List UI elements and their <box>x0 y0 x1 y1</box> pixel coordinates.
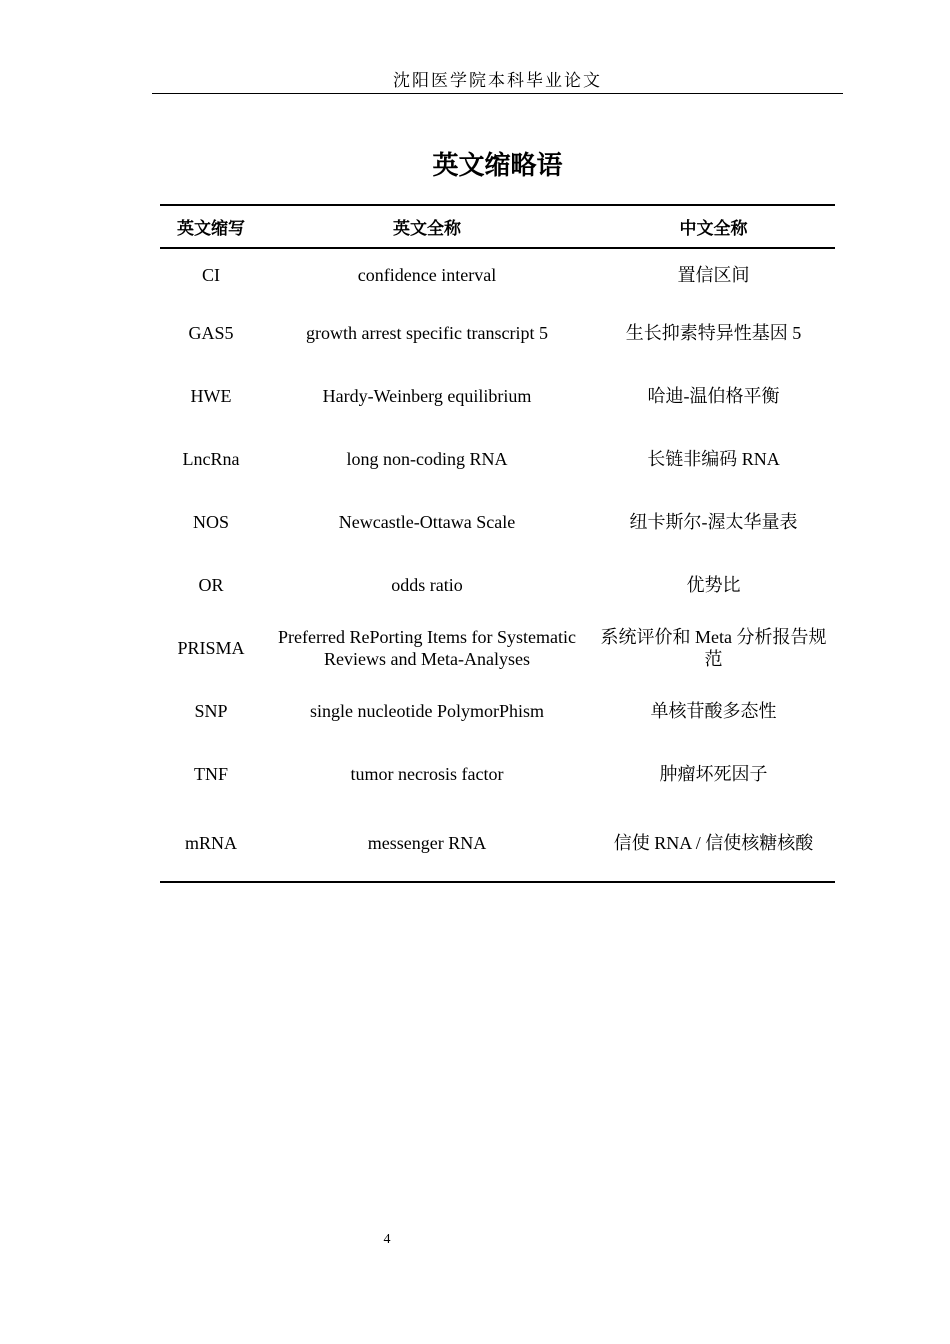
cell-abbreviation: LncRna <box>182 448 240 469</box>
header-divider <box>152 93 843 94</box>
table-row <box>160 248 835 301</box>
cell-chinese-full-name: 系统评价和 Meta 分析报告规范 <box>600 626 827 669</box>
page-title: 英文缩略语 <box>432 151 563 181</box>
cell-abbreviation: CI <box>202 265 220 285</box>
cell-abbreviation: GAS5 <box>188 322 234 343</box>
table-row <box>160 553 835 616</box>
cell-abbreviation: PRISMA <box>177 637 245 658</box>
table-row <box>160 742 835 805</box>
cell-english-full-name: odds ratio <box>391 574 463 595</box>
table-row <box>160 364 835 427</box>
cell-abbreviation: HWE <box>190 385 232 406</box>
running-header: 沈阳医学院本科毕业论文 <box>393 71 602 90</box>
cell-english-full-name: messenger RNA <box>262 805 592 882</box>
abbreviation-table <box>160 204 835 883</box>
cell-english-full-name: confidence interval <box>357 265 497 285</box>
table-row <box>160 616 835 679</box>
cell-chinese-full-name: 信使 RNA / 信使核糖核酸 <box>592 805 835 882</box>
cell-english-full-name: tumor necrosis factor <box>350 763 504 784</box>
cell-english-full-name: Preferred RePorting Items for Systematic Reviews and Meta-Analyses <box>278 626 576 669</box>
cell-abbreviation: TNF <box>193 763 228 784</box>
cell-chinese-full-name: 长链非编码 RNA <box>647 448 780 469</box>
cell-english-full-name: long non-coding RNA <box>346 448 508 469</box>
cell-chinese-full-name: 生长抑素特异性基因 5 <box>625 322 802 343</box>
column-header-abbreviation: 英文缩写 <box>160 205 262 248</box>
column-header-english-full-name: 英文全称 <box>262 205 592 248</box>
cell-english-full-name: Newcastle-Ottawa Scale <box>338 511 516 532</box>
cell-english-full-name: Hardy-Weinberg equilibrium <box>322 385 532 406</box>
cell-chinese-full-name: 哈迪-温伯格平衡 <box>647 385 780 406</box>
cell-abbreviation: mRNA <box>160 805 262 882</box>
column-header-chinese-full-name: 中文全称 <box>592 205 835 248</box>
table-row <box>160 679 835 742</box>
table-row <box>160 805 835 882</box>
table-row <box>160 301 835 364</box>
cell-abbreviation: SNP <box>194 700 228 721</box>
cell-chinese-full-name: 优势比 <box>686 574 741 595</box>
cell-english-full-name: single nucleotide PolymorPhism <box>310 700 544 721</box>
page-number: 4 <box>383 1232 391 1247</box>
cell-chinese-full-name: 单核苷酸多态性 <box>650 700 777 721</box>
cell-english-full-name: growth arrest specific transcript 5 <box>306 322 548 343</box>
cell-abbreviation: NOS <box>192 511 229 532</box>
table-row <box>160 490 835 553</box>
table-row <box>160 427 835 490</box>
cell-chinese-full-name: 置信区间 <box>677 265 750 285</box>
table-header-row <box>160 205 835 248</box>
cell-chinese-full-name: 纽卡斯尔-渥太华量表 <box>629 511 798 532</box>
cell-chinese-full-name: 肿瘤坏死因子 <box>659 763 768 784</box>
cell-abbreviation: OR <box>198 574 224 595</box>
